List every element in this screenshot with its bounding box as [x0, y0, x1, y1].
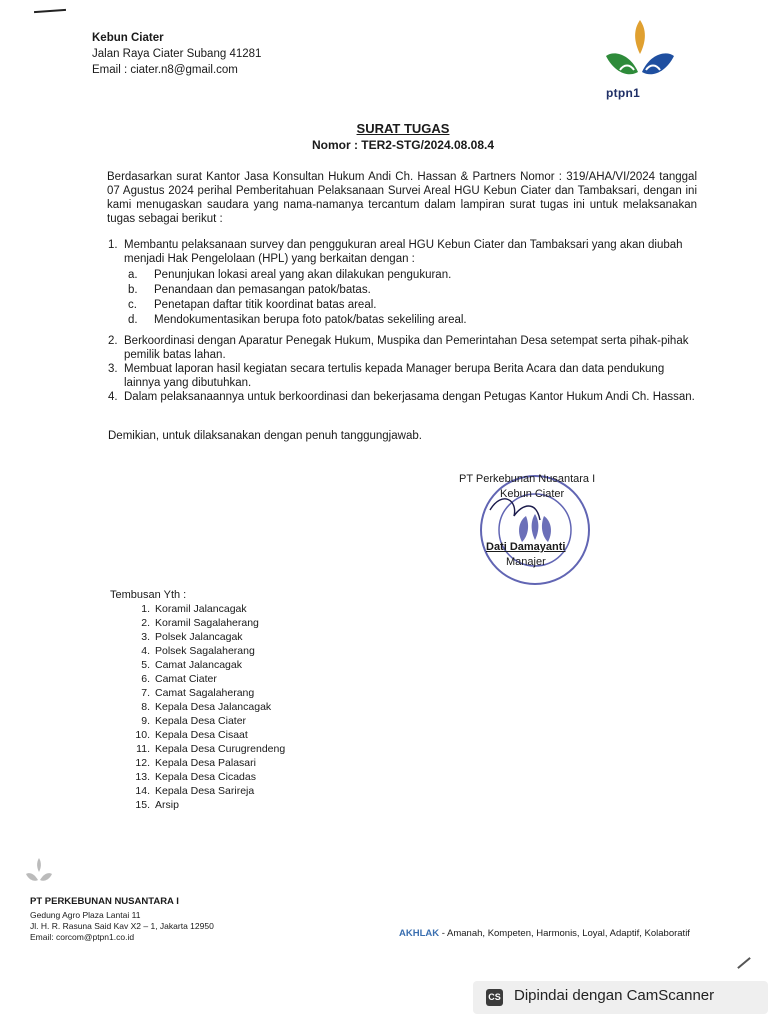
task-text: Dalam pelaksanaannya untuk berkoordinasi dan bekerjasama dengan Petugas Kantor Hukum Andi Ch. Hassan.: [124, 391, 695, 403]
cc-text: Kepala Desa Cicadas: [155, 771, 256, 783]
cc-number: 15.: [135, 799, 150, 811]
cc-text: Kepala Desa Sarireja: [155, 785, 255, 797]
footer-address: [30, 910, 214, 943]
subtask-text: Penunjukan lokasi areal yang akan dilakukan pengukuran.: [154, 269, 452, 281]
task-text: Membantu pelaksanaan survey dan penggukuran areal HGU Kebun Ciater dan Tambaksari yang akan diubah menjadi Hak Pengelolaan (HPL) yang berkaitan dengan :: [124, 239, 683, 265]
camscanner-icon: CS: [486, 989, 503, 1006]
cc-text: Kepala Desa Cisaat: [155, 729, 248, 741]
closing-sentence: Demikian, untuk dilaksanakan dengan penuh tanggungjawab.: [108, 430, 422, 442]
cc-number: 4.: [141, 645, 150, 657]
cc-text: Kepala Desa Ciater: [155, 715, 247, 727]
cc-number: 6.: [141, 673, 150, 685]
cc-number: 1.: [141, 603, 150, 615]
cc-text: Camat Sagalaherang: [155, 687, 255, 699]
subtask-letter: d.: [128, 314, 138, 326]
logo-text: ptpn1: [606, 86, 641, 100]
cc-number: 5.: [141, 659, 150, 671]
cc-number: 2.: [141, 617, 150, 629]
cc-number: 10.: [135, 729, 150, 741]
subtask-letter: c.: [128, 299, 137, 311]
cc-text: Camat Jalancagak: [155, 659, 242, 671]
akhlak-values: [399, 928, 690, 939]
footer-logo-icon: [24, 856, 54, 886]
task-text: Membuat laporan hasil kegiatan secara tertulis kepada Manager berupa Berita Acara dan data pendukung lainnya yang dibutuhkan.: [124, 363, 665, 389]
task-item-3: [108, 362, 698, 390]
cc-number: 13.: [135, 771, 150, 783]
sender-address: Jalan Raya Ciater Subang 41281: [92, 48, 262, 60]
signer-name: Dati Damayanti: [486, 541, 566, 553]
sender-email: Email : ciater.n8@gmail.com: [92, 64, 238, 76]
subtask-text: Mendokumentasikan berupa foto patok/batas sekeliling areal.: [154, 314, 467, 326]
task-item-1: [108, 238, 698, 334]
cc-text: Kepala Desa Palasari: [155, 757, 256, 769]
cc-heading: Tembusan Yth :: [110, 589, 187, 601]
corner-mark: [737, 957, 751, 969]
letter-title: SURAT TUGAS: [356, 121, 450, 136]
cc-text: Koramil Jalancagak: [155, 603, 247, 615]
cc-text: Koramil Sagalaherang: [155, 617, 259, 629]
cc-number: 14.: [135, 785, 150, 797]
task-number: 3.: [108, 363, 118, 375]
pen-mark: [34, 9, 66, 13]
signer-position: Manajer: [506, 556, 546, 568]
letter-number: Nomor : TER2-STG/2024.08.08.4: [311, 138, 495, 152]
footer-address-line: Jl. H. R. Rasuna Said Kav X2 – 1, Jakarta 12950: [30, 921, 214, 931]
subtask-text: Penandaan dan pemasangan patok/batas.: [154, 284, 371, 296]
footer-email: Email: corcom@ptpn1.co.id: [30, 932, 135, 942]
akhlak-text: - Amanah, Kompeten, Harmonis, Loyal, Adaptif, Kolaboratif: [439, 928, 690, 939]
cc-number: 8.: [141, 701, 150, 713]
signature-company: PT Perkebunan Nusantara I: [459, 473, 596, 485]
subtask-letter: a.: [128, 269, 138, 281]
camscanner-text: Dipindai dengan CamScanner: [514, 987, 715, 1004]
cc-text: Polsek Jalancagak: [155, 631, 243, 643]
cc-text: Kepala Desa Curugrendeng: [155, 743, 286, 755]
cc-text: Arsip: [155, 799, 179, 811]
cc-number: 7.: [141, 687, 150, 699]
cc-number: 3.: [141, 631, 150, 643]
cc-number: 11.: [136, 743, 150, 755]
footer-address-line: Gedung Agro Plaza Lantai 11: [30, 910, 141, 920]
task-item-4: [108, 390, 698, 418]
cc-number: 12.: [135, 757, 150, 769]
sender-name: Kebun Ciater: [92, 32, 164, 44]
subtask-text: Penetapan daftar titik koordinat batas areal.: [154, 299, 377, 311]
cc-text: Kepala Desa Jalancagak: [155, 701, 272, 713]
sender-block: [92, 30, 261, 78]
cc-text: Camat Ciater: [155, 673, 217, 685]
intro-paragraph: Berdasarkan surat Kantor Jasa Konsultan Hukum Andi Ch. Hassan & Partners Nomor : 319/AHA/VI/2024 tanggal 07 Agustus 2024 perihal Pemberitahuan Pelaksanaan Survei Areal HGU Kebun Ciater dan Tambaksari, dengan ini kami menugaskan saudara yang nama-namanya tercantum dalam lampiran surat tugas ini untuk melaksanakan tugas sebagai berikut :: [107, 171, 697, 225]
subtask-letter: b.: [128, 284, 138, 296]
task-number: 2.: [108, 335, 118, 347]
footer-company: PT PERKEBUNAN NUSANTARA I: [30, 896, 179, 907]
task-number: 1.: [108, 239, 118, 251]
akhlak-key: AKHLAK: [399, 928, 440, 939]
signature-unit: Kebun Ciater: [500, 488, 565, 500]
cc-text: Polsek Sagalaherang: [155, 645, 255, 657]
cc-number: 9.: [141, 715, 150, 727]
task-number: 4.: [108, 391, 118, 403]
task-item-2: [108, 334, 698, 362]
task-text: Berkoordinasi dengan Aparatur Penegak Hukum, Muspika dan Pemerintahan Desa setempat serta pihak-pihak pemilik batas lahan.: [124, 335, 689, 361]
